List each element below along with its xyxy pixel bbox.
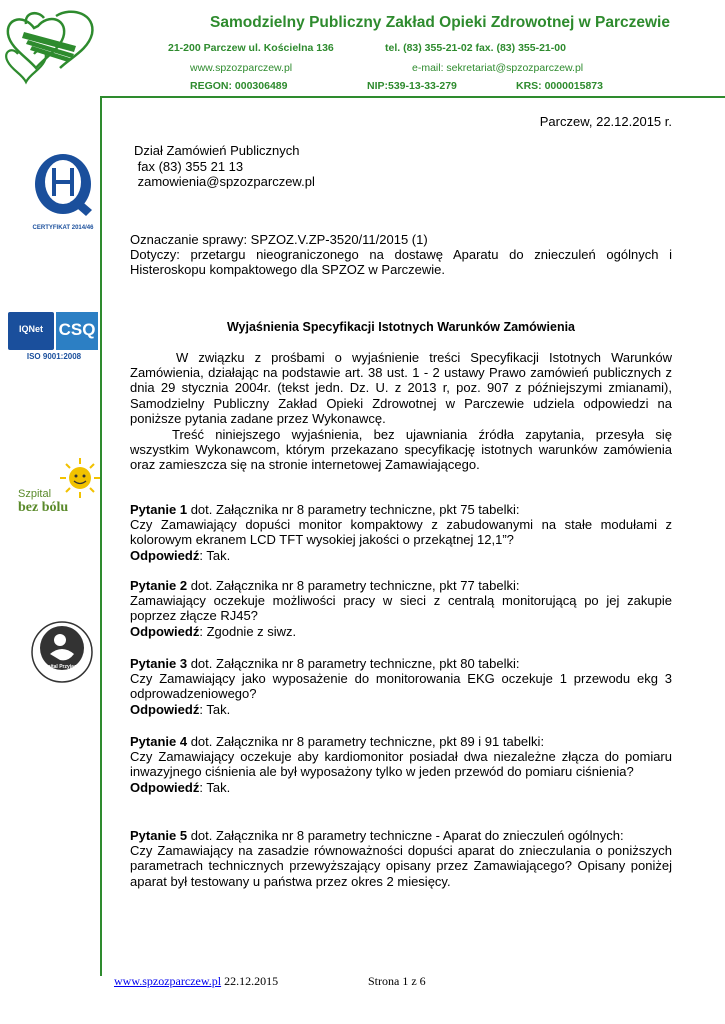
footer-left — [114, 974, 278, 989]
przyjazny-logo — [30, 620, 94, 684]
question-block — [130, 828, 672, 889]
bez-bolu-label: bez bólu — [18, 500, 69, 515]
recipient-line: Dział Zamówień Publicznych — [134, 143, 300, 158]
cert-label: CERTYFIKAT 2014/46 — [32, 225, 94, 231]
question-ref: dot. Załącznika nr 8 parametry techniczne, pkt 80 tabelki: — [187, 656, 520, 671]
iso-label: ISO 9001:2008 — [26, 352, 82, 361]
recipient-line: zamowienia@spzozparczew.pl — [134, 174, 315, 189]
przyjazny-label: Szpital Przyjazny Dziecku — [41, 664, 83, 676]
szpital-label: Szpital — [18, 488, 52, 500]
krs: KRS: 0000015873 — [516, 80, 603, 92]
question-block — [130, 578, 672, 639]
question-ref: dot. Załącznika nr 8 parametry techniczne, pkt 89 i 91 tabelki: — [187, 734, 545, 749]
regon: REGON: 000306489 — [190, 80, 288, 92]
page-number: Strona 1 z 6 — [368, 974, 426, 988]
answer-label: Odpowiedź — [130, 623, 200, 639]
question-label: Pytanie 4 — [130, 734, 188, 749]
org-name: Samodzielny Publiczny Zakład Opieki Zdrowotnej w Parczewie — [210, 14, 670, 31]
website-link[interactable]: www.spzozparczew.pl — [190, 62, 293, 74]
answer-label: Odpowiedź — [130, 701, 200, 717]
footer-website-link[interactable]: www.spzozparczew.pl — [114, 974, 222, 988]
hospital-logo — [4, 8, 100, 90]
question-text: Czy Zamawiający jako wyposażenie do monitorowania EKG oczekuje 1 przewodu ekg 3 odprowadzeniowego? — [130, 671, 672, 702]
question-text: Zamawiający oczekuje możliwości pracy w sieci z centralą monitorującą po jej zakupie poprzez złącze RJ45? — [130, 593, 672, 624]
recipient-block — [134, 143, 315, 190]
question-text: Czy Zamawiający na zasadzie równoważności dopuści aparat do znieczulania o poniższych parametrach technicznych przewyższający opisany przez Zamawiającego? Opisany poniżej aparat był testowany u państwa przez okres 2 miesięcy. — [130, 843, 672, 889]
question-text: Czy Zamawiający oczekuje aby kardiomonitor posiadał dwa niezależne złącza do pomiaru inwazyjnego ciśnienia ale był wyposażony tylko w jeden przewód do pomiaru ciśnienia? — [130, 749, 672, 780]
question-ref: dot. Załącznika nr 8 parametry techniczne, pkt 77 tabelki: — [187, 578, 520, 593]
question-text: Czy Zamawiający dopuści monitor kompaktowy z zabudowanymi na stałe modułami z kolorowym ekranem LCD TFT wysokiej jakości o przekątnej 12,1”? — [130, 517, 672, 548]
address: 21-200 Parczew ul. Kościelna 136 — [168, 42, 334, 54]
question-block — [130, 734, 672, 795]
question-ref: dot. Załącznika nr 8 parametry techniczne, pkt 75 tabelki: — [187, 502, 520, 517]
sun-icon — [60, 458, 100, 498]
nip: NIP:539-13-33-279 — [367, 80, 457, 92]
question-label: Pytanie 3 — [130, 656, 188, 671]
question-label: Pytanie 1 — [130, 502, 188, 517]
intro-paragraph: Treść niniejszego wyjaśnienia, bez ujawniania źródła zapytania, przesyła się wszystkim Wykonawcom, którym przekazano specyfikację istotnych warunków zamówienia oraz zamieszcza się na stronie internetowej Zamawiającego. — [130, 427, 672, 473]
answer-text: : Zgodnie z siwz. — [199, 623, 297, 639]
subject: Dotyczy: przetargu nieograniczonego na dostawę Aparatu do znieczuleń ogólnych i Histeroskopu kompaktowego dla SPZOZ w Parczewie. — [130, 247, 672, 278]
csq-label: CSQ — [58, 320, 96, 339]
cert-logo — [26, 150, 100, 232]
case-reference: Oznaczanie sprawy: SPZOZ.V.ZP-3520/11/2015 (1) — [130, 232, 428, 247]
question-block — [130, 502, 672, 563]
document-title: Wyjaśnienia Specyfikacji Istotnych Warunków Zamówienia — [226, 320, 576, 334]
quality-cert-icon — [26, 150, 100, 220]
answer-label: Odpowiedź — [130, 779, 200, 795]
answer-text: : Tak. — [199, 779, 231, 795]
question-label: Pytanie 5 — [130, 828, 188, 843]
answer-text: : Tak. — [199, 547, 231, 563]
footer-date: 22.12.2015 — [221, 974, 279, 988]
phone-fax: tel. (83) 355-21-02 fax. (83) 355-21-00 — [385, 42, 566, 54]
iqnet-label: IQNet — [18, 324, 43, 334]
header-divider — [100, 96, 725, 98]
place-date: Parczew, 22.12.2015 r. — [539, 114, 672, 129]
question-label: Pytanie 2 — [130, 578, 188, 593]
bez-bolu-logo — [18, 458, 100, 520]
iso-logo — [8, 310, 100, 366]
answer-text: : Tak. — [199, 701, 231, 717]
intro-paragraph: W związku z prośbami o wyjaśnienie treści Specyfikacji Istotnych Warunków Zamówienia, działając na podstawie art. 38 ust. 1 - 2 ustawy Prawo zamówień publicznych z dnia 29 stycznia 2004r. (tekst jedn. Dz. U. z 2013 r, poz. 907 z późniejszymi zmianami), Samodzielny Publiczny Zakład Opieki Zdrowotnej w Parczewie udziela odpowiedzi na poniższe pytania zadane przez Wykonawcę. — [130, 350, 672, 426]
question-ref: dot. Załącznika nr 8 parametry techniczne - Aparat do znieczuleń ogólnych: — [187, 828, 624, 843]
question-block — [130, 656, 672, 717]
recipient-line: fax (83) 355 21 13 — [134, 158, 244, 174]
email-link[interactable]: e-mail: sekretariat@spzozparczew.pl — [412, 62, 584, 74]
side-divider — [100, 96, 102, 976]
answer-label: Odpowiedź — [130, 547, 200, 563]
